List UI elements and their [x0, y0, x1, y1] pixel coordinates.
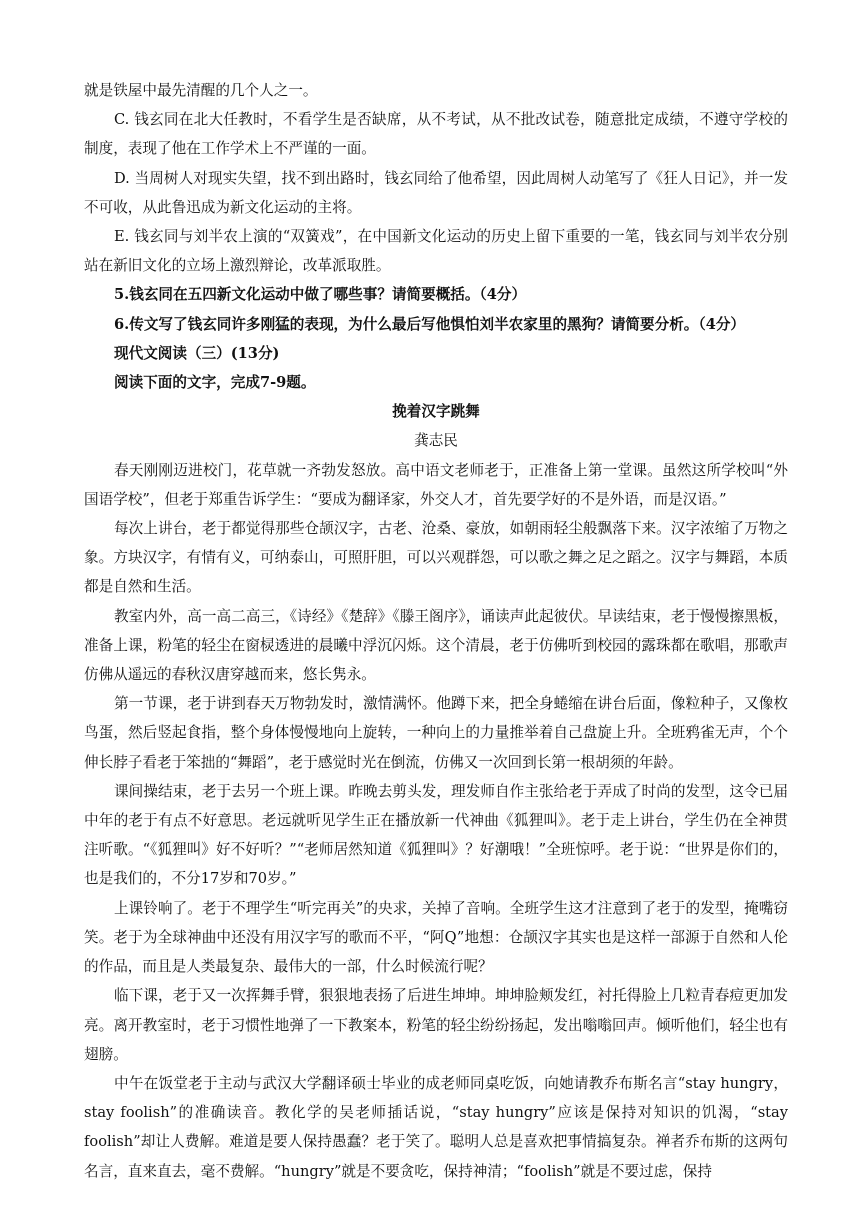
article-paragraph-2: 每次上讲台，老于都觉得那些仓颉汉字，古老、沧桑、豪放，如朝雨轻尘般飘落下来。汉字浓缩了万物之象。方块汉字，有情有义，可纳泰山，可照肝胆，可以兴观群怨，可以歌之舞之足之蹈之。汉字与舞蹈，本质都是自然和生活。 — [84, 520, 788, 596]
article-paragraph-4: 第一节课，老于讲到春天万物勃发时，激情满怀。他蹲下来，把全身蜷缩在讲台后面，像粒种子，又像枚鸟蛋，然后竖起食指，整个身体慢慢地向上旋转，一种向上的力量推举着自己盘旋上升。全班鸦雀无声，个个伸长脖子看老于笨拙的“舞蹈”，老于感觉时光在倒流，仿佛又一次回到长第一根胡须的年龄。 — [84, 695, 788, 771]
question-6: 6.传文写了钱玄同许多刚猛的表现，为什么最后写他惧怕刘半农家里的黑狗？请简要分析。（4分） — [114, 315, 746, 333]
article-paragraph-8: 中午在饭堂老于主动与武汉大学翻译硕士毕业的成老师同桌吃饭，向她请教乔布斯名言“stay hungry，stay foolish”的准确读音。教化学的吴老师插话说，“stay hungry”应该是保持对知识的饥渴，“stay foolish”却让人费解。难道是要人保持愚蠢？老于笑了。聪明人总是喜欢把事情搞复杂。禅者乔布斯的这两句名言，直来直去，毫不费解。“hungry”就是不要贪吃，保持神清；“foolish”就是不要过虑，保持 — [84, 1074, 788, 1180]
article-author: 龚志民 — [414, 432, 458, 450]
article-title: 挽着汉字跳舞 — [392, 403, 480, 421]
article-paragraph-5: 课间操结束，老于去另一个班上课。昨晚去剪头发，理发师自作主张给老于弄成了时尚的发型，这令已届中年的老于有点不好意思。老远就听见学生正在播放新一代神曲《狐狸叫》。老于走上讲台，学生仍在全神贯注听歌。“《狐狸叫》好不好听？”“老师居然知道《狐狸叫》？好潮哦！”全班惊呼。老于说：“世界是你们的，也是我们的，不分17岁和70岁。” — [84, 782, 788, 888]
option-c: C. 钱玄同在北大任教时，不看学生是否缺席，从不考试，从不批改试卷，随意批定成绩，不遵守学校的制度，表现了他在工作学术上不严谨的一面。 — [84, 111, 788, 158]
reading-instruction: 阅读下面的文字，完成7-9题。 — [114, 374, 316, 392]
question-5: 5.钱玄同在五四新文化运动中做了哪些事？请简要概括。（4分） — [114, 286, 527, 304]
top-fragment: 就是铁屋中最先清醒的几个人之一。 — [84, 82, 318, 99]
article-paragraph-1: 春天刚刚迈进校门，花草就一齐勃发怒放。高中语文老师老于，正准备上第一堂课。虽然这所学校叫“外国语学校”，但老于郑重告诉学生：“要成为翻译家，外交人才，首先要学好的不是外语，而是汉语。” — [84, 461, 788, 508]
option-e: E. 钱玄同与刘半农上演的“双簧戏”，在中国新文化运动的历史上留下重要的一笔，钱玄同与刘半农分别站在新旧文化的立场上激烈辩论，改革派取胜。 — [84, 228, 788, 275]
option-d: D. 当周树人对现实失望，找不到出路时，钱玄同给了他希望，因此周树人动笔写了《狂人日记》，并一发不可收，从此鲁迅成为新文化运动的主将。 — [84, 169, 788, 216]
article-paragraph-6: 上课铃响了。老于不理学生“听完再关”的央求，关掉了音响。全班学生这才注意到了老于的发型，掩嘴窃笑。老于为全球神曲中还没有用汉字写的歌而不平，“阿Q”地想：仓颉汉字其实也是这样一部源于自然和人伦的作品，而且是人类最复杂、最伟大的一部，什么时候流行呢？ — [84, 899, 788, 976]
article-paragraph-3: 教室内外，高一高二高三，《诗经》《楚辞》《滕王阁序》，诵读声此起彼伏。早读结束，老于慢慢擦黑板，准备上课，粉笔的轻尘在窗棂透进的晨曦中浮沉闪烁。这个清晨，老于仿佛听到校园的露珠都在歌唱，那歌声仿佛从遥远的春秋汉唐穿越而来，悠长隽永。 — [84, 607, 788, 684]
article-paragraph-7: 临下课，老于又一次挥舞手臂，狠狠地表扬了后进生坤坤。坤坤脸颊发红，衬托得脸上几粒青春痘更加发亮。离开教室时，老于习惯性地弹了一下教案本，粉笔的轻尘纷纷扬起，发出嗡嗡回声。倾听他们，轻尘也有翅膀。 — [84, 987, 788, 1063]
section-heading: 现代文阅读（三）(13分) — [114, 344, 280, 362]
